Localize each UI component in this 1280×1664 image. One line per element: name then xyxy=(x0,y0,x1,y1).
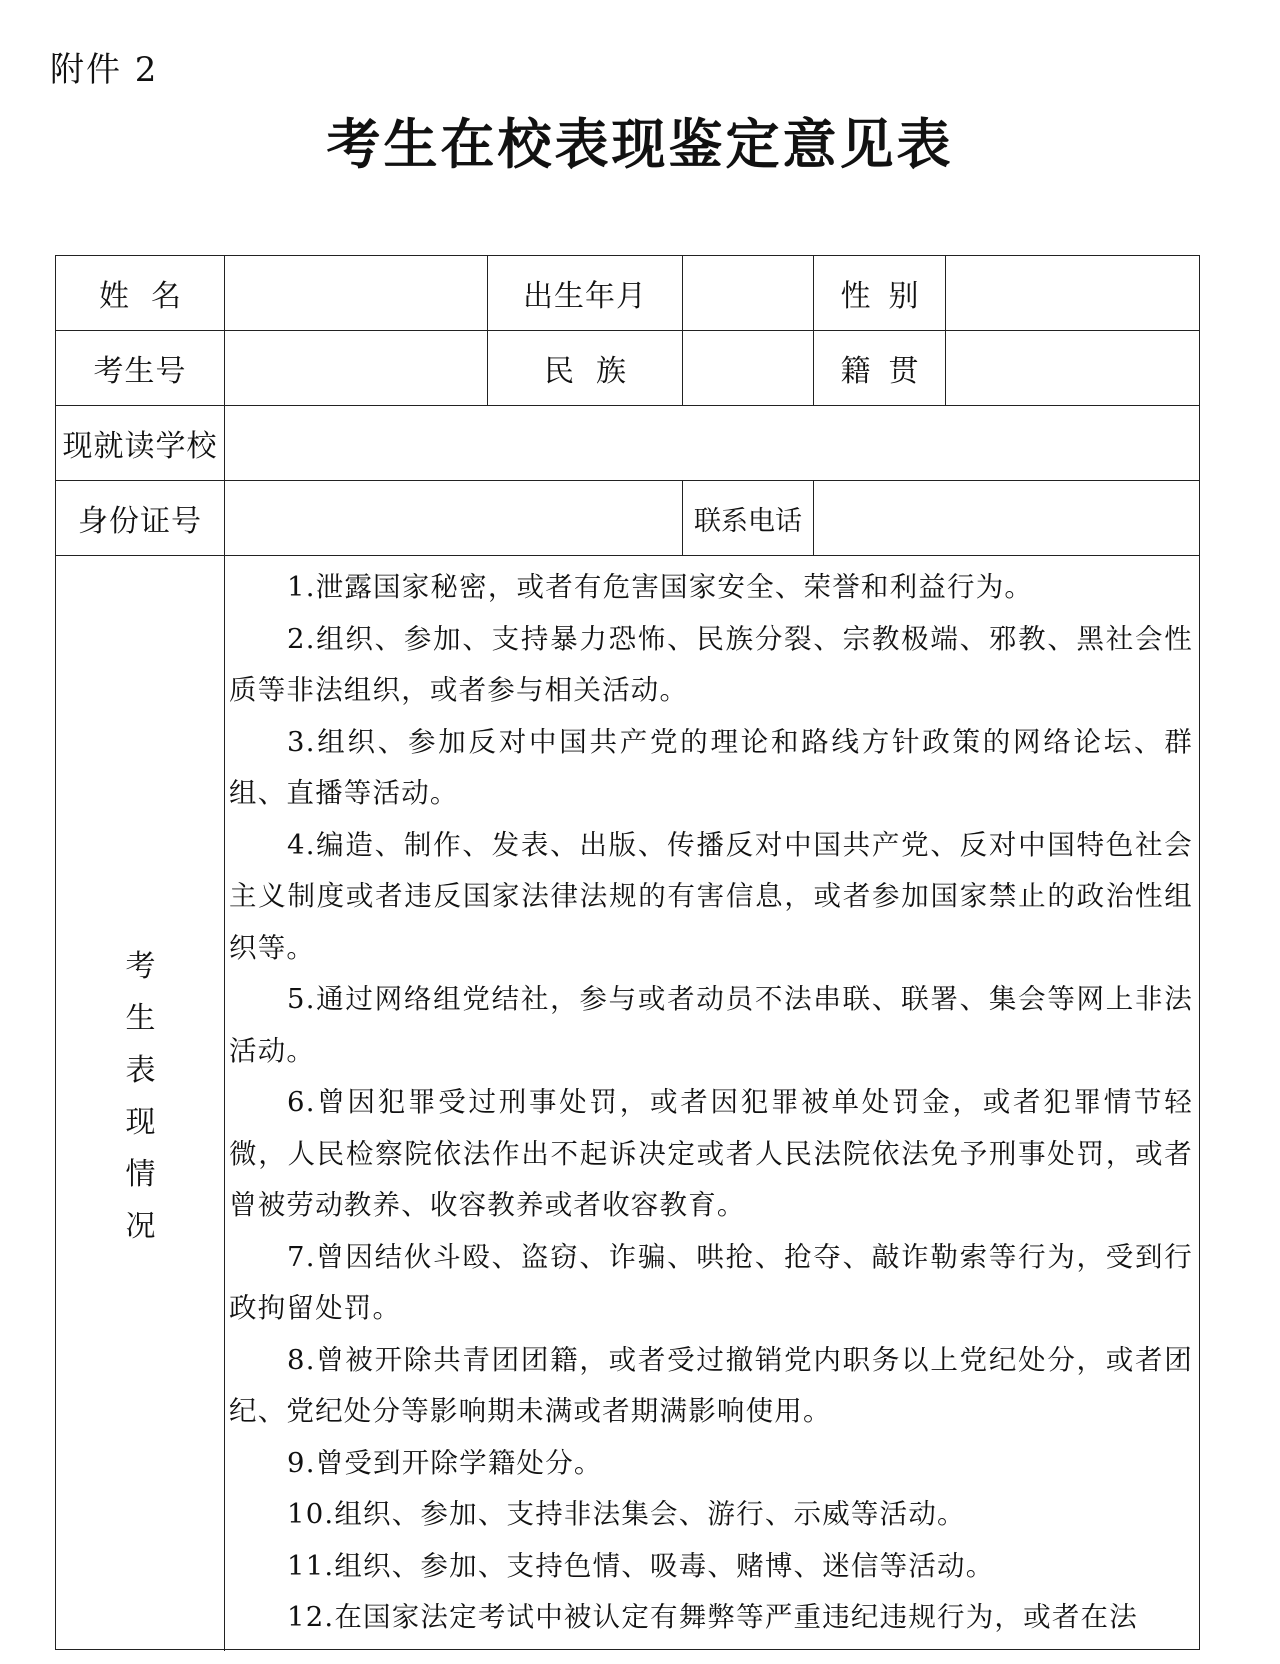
ethnicity-label: 民族 xyxy=(488,331,683,406)
performance-label xyxy=(56,941,225,1253)
performance-label-char: 现 xyxy=(125,1105,156,1140)
performance-content xyxy=(225,556,1199,1651)
id-number-field[interactable] xyxy=(225,481,683,556)
performance-label-char: 况 xyxy=(125,1209,156,1244)
performance-item: 6.曾因犯罪受过刑事处罚，或者因犯罪被单处罚金，或者犯罪情节轻微，人民检察院依法作出不起诉决定或者人民法院依法免予刑事处罚，或者曾被劳动教养、收容教养或者收容教育。 xyxy=(229,1086,1193,1221)
performance-item: 10.组织、参加、支持非法集会、游行、示威等活动。 xyxy=(287,1498,966,1530)
appraisal-form xyxy=(55,255,1200,1650)
birth-field[interactable] xyxy=(683,256,814,331)
performance-label-cell xyxy=(56,556,225,1651)
performance-item: 4.编造、制作、发表、出版、传播反对中国共产党、反对中国特色社会主义制度或者违反国家法律法规的有害信息，或者参加国家禁止的政治性组织等。 xyxy=(229,828,1193,964)
performance-label-char: 考 xyxy=(125,949,156,984)
name-label: 姓名 xyxy=(56,256,225,331)
gender-label: 性别 xyxy=(814,256,946,331)
performance-item: 5.通过网络组党结社，参与或者动员不法串联、联署、集会等网上非法活动。 xyxy=(229,983,1193,1067)
phone-label: 联系电话 xyxy=(683,481,814,556)
phone-field[interactable] xyxy=(814,481,1199,556)
exam-number-label: 考生号 xyxy=(56,331,225,406)
id-number-label: 身份证号 xyxy=(56,481,225,556)
exam-number-field[interactable] xyxy=(225,331,488,406)
school-field[interactable] xyxy=(225,406,1199,481)
performance-item: 2.组织、参加、支持暴力恐怖、民族分裂、宗教极端、邪教、黑社会性质等非法组织，或者参与相关活动。 xyxy=(229,622,1193,706)
school-label: 现就读学校 xyxy=(56,406,225,481)
performance-item: 12.在国家法定考试中被认定有舞弊等严重违纪违规行为，或者在法 xyxy=(287,1601,1138,1633)
native-place-label: 籍贯 xyxy=(814,331,946,406)
performance-item: 9.曾受到开除学籍处分。 xyxy=(287,1446,603,1479)
birth-label: 出生年月 xyxy=(488,256,683,331)
performance-label-char: 情 xyxy=(125,1157,156,1192)
performance-item: 7.曾因结伙斗殴、盗窃、诈骗、哄抢、抢夺、敲诈勒索等行为，受到行政拘留处罚。 xyxy=(229,1240,1193,1324)
performance-label-char: 生 xyxy=(125,1001,156,1036)
performance-item: 1.泄露国家秘密，或者有危害国家安全、荣誉和利益行为。 xyxy=(287,571,1034,603)
gender-field[interactable] xyxy=(946,256,1199,331)
performance-label-char: 表 xyxy=(125,1053,156,1088)
name-field[interactable] xyxy=(225,256,488,331)
native-place-field[interactable] xyxy=(946,331,1199,406)
page-title: 考生在校表现鉴定意见表 xyxy=(326,113,954,176)
ethnicity-field[interactable] xyxy=(683,331,814,406)
performance-item: 8.曾被开除共青团团籍，或者受过撤销党内职务以上党纪处分，或者团纪、党纪处分等影响期未满或者期满影响使用。 xyxy=(229,1343,1193,1427)
attachment-label: 附件 2 xyxy=(50,50,159,90)
performance-item: 11.组织、参加、支持色情、吸毒、赌博、迷信等活动。 xyxy=(287,1549,995,1582)
performance-item: 3.组织、参加反对中国共产党的理论和路线方针政策的网络论坛、群组、直播等活动。 xyxy=(229,725,1193,809)
